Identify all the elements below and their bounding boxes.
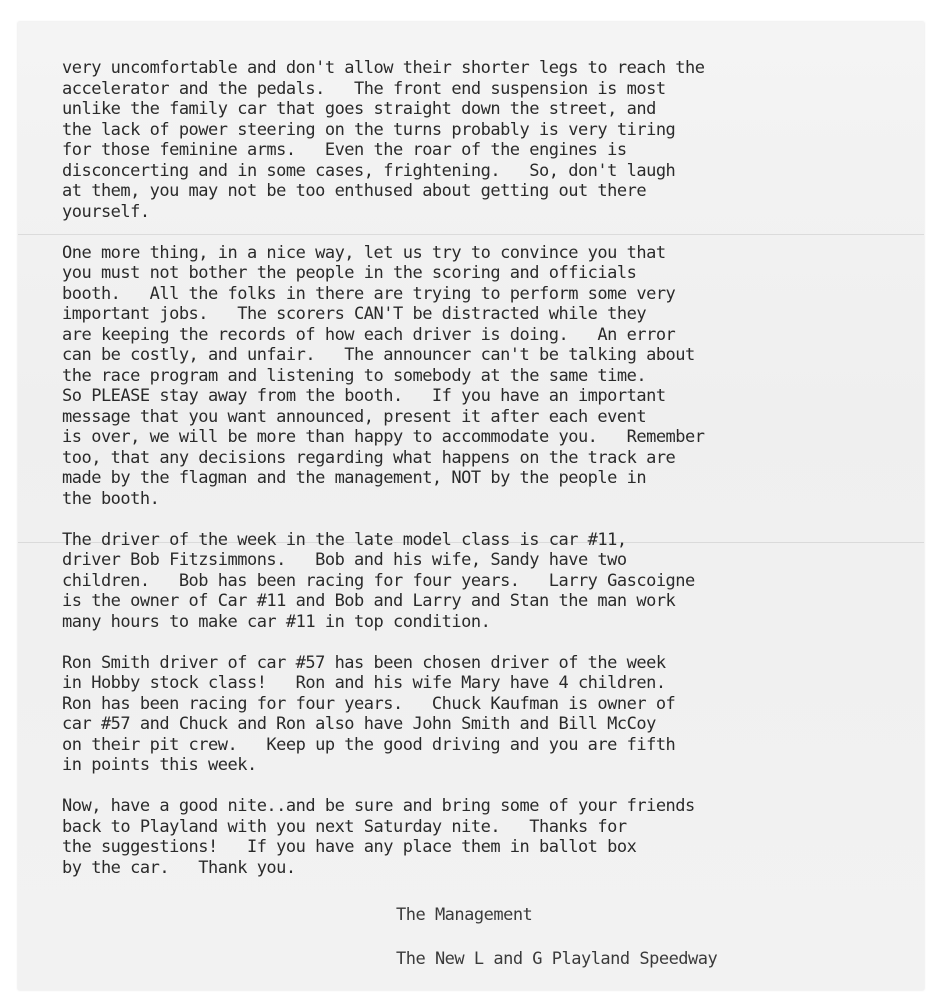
text-line: the booth. [62, 488, 160, 509]
letter-page [18, 22, 924, 990]
text-line: in points this week. [62, 755, 257, 775]
text-line: the lack of power steering on the turns probably is very tiring [62, 119, 676, 140]
text-line: So PLEASE stay away from the booth. If you have an important [62, 386, 666, 406]
paragraph-hobby-stock-driver [62, 653, 902, 776]
text-line: by the car. Thank you. [62, 857, 296, 878]
paragraph-women-drivers [62, 58, 902, 222]
text-line: many hours to make car #11 in top condition. [62, 611, 491, 632]
text-line: the suggestions! If you have any place them in ballot box [62, 837, 637, 857]
text-line: children. Bob has been racing for four years. Larry Gascoigne [62, 570, 695, 591]
text-line: at them, you may not be too enthused about getting out there [62, 181, 647, 201]
text-line: Ron has been racing for four years. Chuck Kaufman is owner of [62, 693, 676, 714]
paragraph-late-model-driver [62, 530, 902, 633]
text-line: made by the flagman and the management, NOT by the people in [62, 468, 647, 488]
text-line: can be costly, and unfair. The announcer can't be talking about [62, 345, 695, 365]
text-line: in Hobby stock class! Ron and his wife Mary have 4 children. [62, 673, 666, 693]
text-line: accelerator and the pedals. The front end suspension is most [62, 78, 666, 99]
signature-management: The Management [396, 905, 533, 925]
text-line: The driver of the week in the late model class is car #11, [62, 529, 627, 550]
text-line: Now, have a good nite..and be sure and bring some of your friends [62, 796, 695, 816]
text-line: the race program and listening to somebody at the same time. [62, 365, 647, 386]
text-line: unlike the family car that goes straight down the street, and [62, 99, 656, 119]
text-line: One more thing, in a nice way, let us try to convince you that [62, 242, 666, 263]
text-line: yourself. [62, 201, 150, 222]
text-line: is the owner of Car #11 and Bob and Larry and Stan the man work [62, 591, 676, 611]
text-line: driver Bob Fitzsimmons. Bob and his wife, Sandy have two [62, 550, 627, 570]
paragraph-closing [62, 796, 902, 878]
text-line: very uncomfortable and don't allow their shorter legs to reach the [62, 58, 705, 78]
text-line: booth. All the folks in there are trying to perform some very [62, 283, 676, 304]
signature-block [396, 904, 717, 970]
text-line: back to Playland with you next Saturday nite. Thanks for [62, 816, 627, 837]
text-line: disconcerting and in some cases, frightening. So, don't laugh [62, 160, 676, 181]
letter-body [62, 58, 902, 899]
text-line: is over, we will be more than happy to accommodate you. Remember [62, 427, 705, 447]
text-line: on their pit crew. Keep up the good driving and you are fifth [62, 734, 676, 755]
text-line: are keeping the records of how each driver is doing. An error [62, 324, 676, 345]
text-line: Ron Smith driver of car #57 has been chosen driver of the week [62, 652, 666, 673]
text-line: for those feminine arms. Even the roar of the engines is [62, 140, 627, 160]
signature-speedway-name: The New L and G Playland Speedway [396, 949, 718, 969]
text-line: too, that any decisions regarding what happens on the track are [62, 447, 676, 468]
paragraph-booth-notice [62, 243, 902, 510]
text-line: car #57 and Chuck and Ron also have John Smith and Bill McCoy [62, 714, 656, 734]
text-line: message that you want announced, present it after each event [62, 406, 647, 427]
text-line: you must not bother the people in the scoring and officials [62, 263, 637, 283]
text-line: important jobs. The scorers CAN'T be distracted while they [62, 304, 647, 324]
